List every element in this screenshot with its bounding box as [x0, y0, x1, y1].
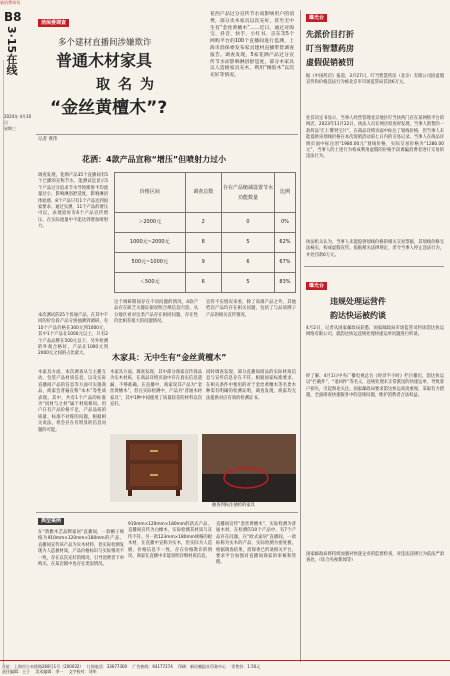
section1-col3: 宣传不实情况来看，除了高端产品之外，其他档次产品均存在相关问题，包括了与品质牌子产品的相关宣传情况。 [206, 300, 296, 318]
section2-title: 木家具：无中生有“金丝黄檀木” [112, 353, 227, 362]
left-margin-line [3, 60, 4, 665]
footer-price: 零售价：1.50元 [231, 664, 261, 669]
page-number: B8 [4, 10, 22, 24]
table-header: 存在产品缩减设置节水功能数量 [221, 173, 274, 213]
right-badge-2: 曝光台 [306, 282, 327, 290]
section-vertical-title: 3·15在线 [5, 26, 18, 76]
footer-print: 印刷：新民晚报社印务中心 [178, 664, 227, 669]
section2-col2: 木家具方面，调查发现，其中部分商家宣传商品为实木材质，在商品详情页面中存在真实信息遗漏，不够准确。在直播中，商家说其产品为“金丝黄檀木”，但在实际检测中，产品为“普通木材家具”，其中1种中间使用了质量较差的材料以次充好。 [110, 370, 202, 408]
issue-weekday: 星期三 [4, 126, 16, 131]
lead-headline-2: 取名为 [96, 77, 162, 93]
furniture-photo-left [110, 434, 198, 502]
table-row: 500元~1000元 9 6 67% [115, 253, 296, 273]
lead-intro: 花西产品过分宣传节水而影响用户的消费，部分卖木家具以次充好，甚至无中生有“金丝黄檀木”……近日，通过对海宝、抖音、快手、小红书、京东等5个网购平台的100个直播间进行监测，上海市消保委发布家具建材直播带货调查报告。调查发现，5家花洒产品过分宣传节水而影响淋浴舒适度，部分木家具以人造板家具充木，利用“橡胶木”以次充好等情况。 [210, 12, 294, 79]
section2-col3: 同时调查发现，部分直播间商品的实际材质信息与宣传信息存在不符。根据国家标准要求，在相关条件中使用的对于金丝黄檀木等名贵木种需有明确的检测证明，调查发现，商家均无法提供对应有效的检测证书。 [206, 370, 296, 401]
right-headline-4: 违规处理运营件 [330, 297, 386, 306]
lead-author: 记者 黄伟 [38, 137, 58, 142]
cabinet-image [110, 434, 198, 502]
footer-designer: 美术编辑：李一 [35, 669, 64, 674]
furniture-photo-right [202, 434, 296, 502]
right-headline-3: 虚假促销被罚 [306, 58, 354, 67]
footer-proof: 文字校对：刘华 [68, 669, 97, 674]
right-p4: 4月2日，记者从国家邮政局获悉，国家邮政局市场监管司约谈韵达快运网络有限公司，就韵达快运违规处理快递运单问题进行约谈。 [306, 326, 444, 338]
footer-tel: 订阅电话：33677300 [86, 664, 128, 669]
footer-address: 社址：上海市小木桥路268号1号（200032） [2, 664, 82, 669]
right-headline-1: 先派价目打折 [306, 30, 354, 39]
masthead-red-tag: 新消费周刊 [0, 0, 20, 5]
cases-col2: 910mm×120mm×180mm的款式产品，直播间宣传为白橡木，实际检测其材质与宣传不符。另一款123mm×180mm规格的板木材，在直播中宣称为实木，但实际为人造板，价格信息不一致，存在价格欺诈的情况，商家在直播中未能说明详细材质信息。 [128, 522, 213, 560]
cases-col1: 在“典雅木艺品牌家居”直播间，一款橱子规格为910mm×120mm×180mm的产品，直播间宣传该产品为实木材料，但实际检测发现为人造板材质，产品价格标识与实际情况不一致，存在以次充好的情况，引导消费者下单购买。在某店铺中也存在类似情况。 [38, 530, 124, 568]
lead-pill: 消保委调查 [38, 19, 69, 27]
footer-bar-2 [2, 669, 448, 674]
section1-col2: 这个调研期间存在不同问题的情况，4款产品存在缺乏关键证据说明合规信息内容。从分地区看对这类产品存在相同问题，存在性价比相差很大的问题情况。 [114, 300, 198, 325]
right-p5: 经了解，4月1日中央广播电视总台《经济半小时》栏目播出，韵达快运以“拦截件”、“退回件”等名义，违规处理未正常派送的快递运单，导致客户损失，引起舆论关注。国家邮政局要求韵达快运高度重视，采取有力措施，全面排查快递服务中的违规问题，维护消费者合法权益。 [306, 374, 444, 399]
wood-closeup-image [202, 434, 296, 502]
table-row: ＞2000元 2 0 0% [115, 213, 296, 233]
table-header: 比例 [274, 173, 295, 213]
right-headline-2: 叮当智慧药房 [306, 44, 354, 53]
lead-headline-3: “金丝黄檀木”? [50, 98, 168, 118]
footer-editor: 责任编辑：王子 [2, 669, 30, 674]
data-table [114, 172, 296, 293]
cases-badge: 典型案例 [38, 518, 64, 525]
photo-caption: 抽查到标注抽检的家具 [212, 503, 255, 508]
right-p1: 据《中国药店》报道，3月27日，叮当智慧药房（北京）有限公司因虚假宣传和价格违法行为被北京市市场监管局罚款6万元。 [306, 74, 444, 86]
table-header: 价格区间 [115, 173, 186, 213]
section2-col1: 木家具方面，本次调查从与主播互动、包装产品材质信息、以及实际直播间产品的信息等方面可实施商品，商家会普遍宣称“本木”等性质表现。其中，共有1个产品的标准为“同材与之材”属于材质相同。用户在有产品价格不足，产品品质的质量、标准不对称的问题，根据相关说法，将会存在有明显的信息问题的可能。 [38, 370, 106, 433]
right-headline-5: 韵达快运被约谈 [330, 311, 386, 320]
table-header: 调查总数 [185, 173, 221, 213]
footer-ad: 广告热线：64177274 [132, 664, 173, 669]
table-row: ＜500元 6 5 83% [115, 273, 296, 293]
section1-title: 花洒：4款产品宣称“增压”但喷射力过小 [82, 155, 227, 164]
table-row: 1000元~2000元 8 5 62% [115, 233, 296, 253]
right-p2: 处罚决定书显示，当事人经营管理北京地区叮当快药门店在某网络平台的网店。2023年11月22日，执法人员在网店检查时发现，当事人销售的一款药品“汇仁牌肾宝片”，在商品详情页面中标注了划线价格，但当事人未能提供该划线价格在本次促销活动前七日内的交易记录。当事人在商品详情页面中标注的“1980.00元”划线价格，实际交易价格为“1280.00元”，当事人的上述行为构成利用虚假的价格手段诱骗消费者进行交易的违法行为。 [306, 116, 444, 160]
lead-headline-1: 普通木材家具 [56, 51, 153, 70]
section1-col1: 调查发现，花洒产品35个直播间有5个已播的宣称节水，能测试是显示5个产品过分追求节水导致喷射平均流量过小，影响淋浴舒适度，影响淋浴体验感，8个产品只有1个产品达到国家要求。通过实测，11个产品的增压可以，表现较好有6个产品宣传增压，在实际流量中不能达到增加喷射力。 [38, 173, 108, 230]
cases-col3: 直播间宣传“金丝黄檀木”，实际检测为普通木材，在检测的10个产品中，有7个产品存在问题。在“欧式家居”直播间，一款标称为实木的产品，实际检测为密度板。根据调查结果，消保委已约谈相关平台，要求平台加强对直播间商家的审核和管理。 [216, 522, 296, 566]
issue-date: 2024年 4月10日 [4, 114, 32, 125]
right-p3: 执法机关认为，当事人未能提供划线价格的相关交易票据，其划线价格无法核实，构成虚假宣传。依据相关法律规定，责令当事人停止违法行为，并处罚款6万元。 [306, 240, 444, 258]
right-p6: 国家邮政局将持续加强对快递企业的监督检查，对违法违规行为依法严肃查处。（综合央视新闻等） [306, 552, 444, 564]
section1-col1b: 本次测试的25个普通产品，在其中不同的价位段产品分别抽测到调研，有10个产品价格在300元到1000元，其中1个产品在1000元以上，只有2个产品品牌在500元以下，另外检测的外观合格好，产品在1000元到2000元之间的占比最大。 [38, 313, 108, 357]
right-badge: 曝光台 [306, 14, 327, 22]
lead-kicker: 多个建材直播间涉嫌欺诈 [58, 38, 152, 48]
